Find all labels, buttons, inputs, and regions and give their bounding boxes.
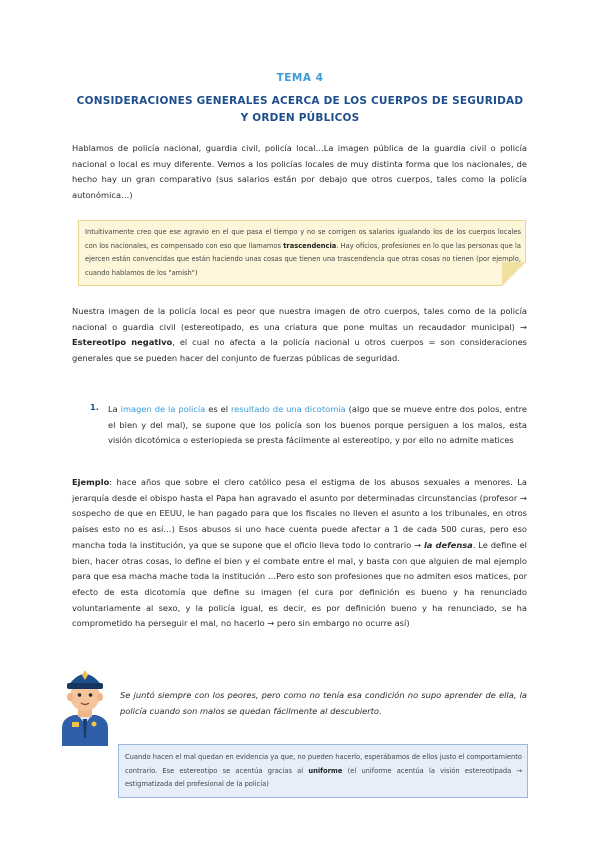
paragraph2-text-a: Nuestra imagen de la policía local es peor que nuestra imagen de otro cuerpos, tales como de la policía nacional o guardia civil (estereotipado, es una criatura que pone multas un recaudador municipal) → <box>72 306 527 332</box>
note-yellow-text <box>85 226 521 280</box>
note-yellow-text-a: Intuitivamente creo que ese agravio en el que pasa el tiempo y no se corrigen os salarios igualando los de los cuerpos locales con los nacionales, es compensado con eso que llamamos <box>85 228 521 250</box>
paragraph-stereotype <box>72 304 527 367</box>
theme-number: TEMA 4 <box>276 72 324 84</box>
note-yellow <box>78 220 526 286</box>
note-blue-bold: uniforme <box>308 766 343 775</box>
example-emphasis: la defensa <box>423 539 473 550</box>
paragraph2-text-b: , el cual no afecta a la policía nacional u otros cuerpos = son consideraciones generales que se pueden hacer del conjunto de fuerzas públicas de seguridad. <box>72 337 527 364</box>
page-title-line2: Y ORDEN PÚBLICOS <box>240 112 360 124</box>
list-highlight-2: resultado de una dicotomía <box>230 404 346 414</box>
example-text-b: . Le define el bien, hacer otras cosas, lo define el bien y el combate entre el mal, y basta con que alguien de mal ejemplo para que esa macha mache toda la institución …Pero esto son profesiones que no admiten esos matices, por efecto de esta dicotomía que define su imagen (el cura por definición es bueno y ha renunciado voluntariamente al sexo, y la policía igual, es decir, es por definición bueno y ha renunciado, se ha comprometido ha perseguir el mal, no hacerlo → pero sin embargo no ocurre así) <box>72 539 527 629</box>
example-label: Ejemplo <box>72 477 110 487</box>
note-blue-text <box>125 751 522 792</box>
list-number: 1. <box>90 402 99 412</box>
page-title <box>60 93 540 127</box>
list-highlight-1: imagen de la policía <box>120 404 206 414</box>
page-title-line1: CONSIDERACIONES GENERALES ACERCA DE LOS CUERPOS DE SEGURIDAD <box>76 95 524 107</box>
note-blue-text-b: (el uniforme acentúa la visión estereotipada → estigmatizada del profesional de la policía) <box>125 766 522 789</box>
intro-paragraph: Hablamos de policía nacional, guardia civil, policía local…La imagen pública de la guardia civil o policía nacional o local es muy diferente. Vemos a los policías locales de muy distinta forma que los nacionales, de hecho hay un gran comparativo (sus salarios están por debajo que otros cuerpos, tales como la policía autonómica…) <box>72 143 527 201</box>
quote-text: Se juntó siempre con los peores, pero como no tenía esa condición no supo aprender de ella, la policía cuando son malos se quedan fácilmente al descubierto. <box>120 690 527 716</box>
list-text-a: La <box>108 404 121 414</box>
example-paragraph <box>72 475 527 632</box>
note-yellow-bold: trascendencia <box>283 241 337 250</box>
page-curl-decoration <box>502 262 526 286</box>
note-yellow-text-b: . Hay oficios, profesiones en lo que las personas que la ejercen están convencidas que están haciendo unas cosas que tienen una trascendencia que otras cosas no tienen (por ejemplo, cuando hablamos de los "amish") <box>85 241 521 277</box>
example-text-a: : hace años que sobre el clero católico pesa el estigma de los abusos sexuales a menores. La jerarquía desde el obispo hasta el Papa han agravado el asunto por determinadas circunstancias (profesor → sospecho de que en EEUU, le han pagado para que los fiscales no lleven el asunto a los tribunales, en otros países esto no es así…) Esos abusos si uno hace cuenta puede afectar a 1 de cada 500 curas, pero eso mancha toda la institución, ya que se supone que el oficio lleva todo lo contrario → <box>72 477 527 550</box>
list-text-b: es el <box>205 404 231 414</box>
list-item <box>108 402 527 449</box>
list-text-c: (algo que se mueve entre dos polos, entre el bien y del mal), se supone que los policía son los buenos porque persiguen a los malos, esta visión dicotómica o esteriopieda se presta fácilmente al estereotipo, y por ello no admite matices <box>108 404 527 446</box>
note-blue <box>118 744 528 798</box>
note-blue-text-a: Cuando hacen el mal quedan en evidencia ya que, no pueden hacerlo, esperábamos de ellos justo el comportamiento contrario. Ese estereotipo se acentúa gracias al <box>125 753 522 775</box>
paragraph2-bold: Estereotipo negativo <box>72 337 173 348</box>
police-officer-icon <box>58 664 112 746</box>
